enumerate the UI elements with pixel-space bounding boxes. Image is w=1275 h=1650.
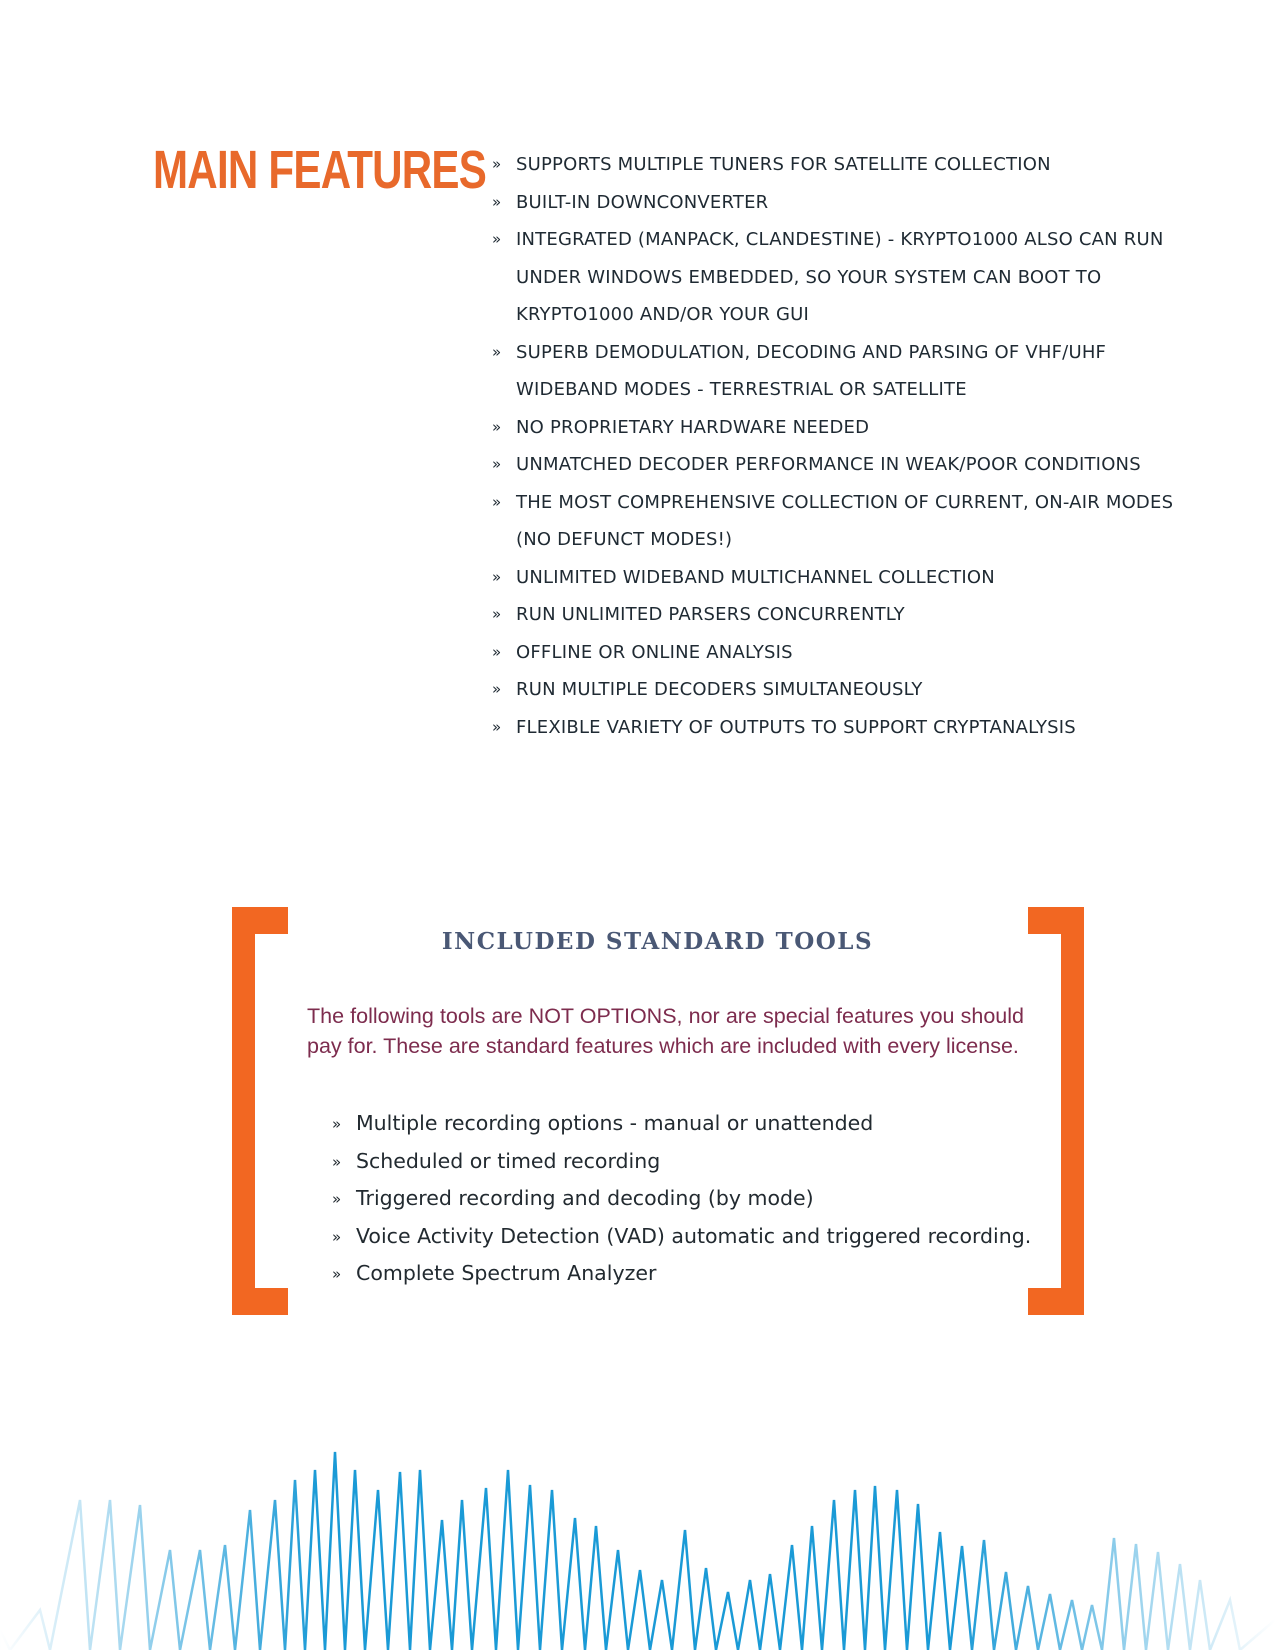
feature-text: NO PROPRIETARY HARDWARE NEEDED xyxy=(516,416,870,438)
bullet-icon: » xyxy=(492,492,502,511)
bullet-icon: » xyxy=(492,417,502,436)
bullet-icon: » xyxy=(492,717,502,736)
feature-item xyxy=(492,634,1212,672)
bullet-icon: » xyxy=(492,230,502,248)
feature-item xyxy=(492,446,1212,484)
bullet-icon: » xyxy=(492,567,502,586)
feature-item xyxy=(492,221,1212,334)
tool-item xyxy=(332,1255,1031,1293)
bullet-icon: » xyxy=(492,680,502,698)
tool-text: Complete Spectrum Analyzer xyxy=(356,1261,657,1285)
tool-item xyxy=(332,1143,1031,1181)
tool-text: Voice Activity Detection (VAD) automatic and triggered recording. xyxy=(356,1223,1032,1248)
tool-item xyxy=(332,1180,1031,1218)
bullet-icon: » xyxy=(492,342,502,361)
bullet-icon: » xyxy=(492,642,502,661)
bullet-icon: » xyxy=(332,1152,342,1171)
bullet-icon: » xyxy=(332,1227,342,1246)
main-features-title: MAIN FEATURES xyxy=(153,140,487,200)
feature-item xyxy=(492,559,1212,597)
tool-text: Triggered recording and decoding (by mode) xyxy=(356,1186,814,1210)
feature-item xyxy=(492,596,1212,634)
waveform-fade xyxy=(0,1420,1275,1650)
feature-text: SUPERB DEMODULATION, DECODING AND PARSING OF VHF/UHF WIDEBAND MODES - TERRESTRIAL OR SATELLITE xyxy=(516,341,1107,400)
bullet-icon: » xyxy=(492,455,502,473)
feature-text: RUN MULTIPLE DECODERS SIMULTANEOUSLY xyxy=(516,679,923,700)
main-features-list xyxy=(492,146,1212,746)
feature-item xyxy=(492,409,1212,447)
tool-item xyxy=(332,1218,1031,1256)
left-bracket-decoration xyxy=(232,907,288,1315)
feature-item xyxy=(492,484,1212,559)
bullet-icon: » xyxy=(332,1115,342,1133)
bullet-icon: » xyxy=(492,192,502,211)
feature-text: OFFLINE OR ONLINE ANALYSIS xyxy=(516,641,793,663)
right-bracket-decoration xyxy=(1028,907,1084,1315)
feature-text: SUPPORTS MULTIPLE TUNERS FOR SATELLITE COLLECTION xyxy=(516,154,1051,175)
standard-tools-heading: INCLUDED STANDARD TOOLS xyxy=(441,928,874,955)
feature-text: INTEGRATED (MANPACK, CLANDESTINE) - KRYPTO1000 ALSO CAN RUN UNDER WINDOWS EMBEDDED, SO YOUR SYSTEM CAN BOOT TO KRYPTO1000 AND/OR YOUR GUI xyxy=(516,229,1164,325)
tool-text: Multiple recording options - manual or unattended xyxy=(356,1111,874,1135)
bullet-icon: » xyxy=(492,605,502,623)
feature-item xyxy=(492,671,1212,709)
signal-waveform-decoration xyxy=(0,1420,1275,1650)
feature-text: UNLIMITED WIDEBAND MULTICHANNEL COLLECTION xyxy=(516,566,995,588)
feature-text: RUN UNLIMITED PARSERS CONCURRENTLY xyxy=(516,604,905,625)
bullet-icon: » xyxy=(332,1265,342,1283)
feature-item xyxy=(492,334,1212,409)
feature-text: FLEXIBLE VARIETY OF OUTPUTS TO SUPPORT CRYPTANALYSIS xyxy=(516,716,1076,738)
feature-item xyxy=(492,146,1212,184)
standard-tools-intro: The following tools are NOT OPTIONS, nor are special features you should pay for. These are standard features which are included with every license. xyxy=(307,1004,1024,1058)
feature-item xyxy=(492,709,1212,747)
feature-text: BUILT-IN DOWNCONVERTER xyxy=(516,191,769,213)
tool-text: Scheduled or timed recording xyxy=(356,1148,661,1173)
bullet-icon: » xyxy=(492,155,502,173)
tool-item xyxy=(332,1105,1031,1143)
feature-text: UNMATCHED DECODER PERFORMANCE IN WEAK/POOR CONDITIONS xyxy=(516,454,1141,475)
feature-item xyxy=(492,184,1212,222)
feature-text: THE MOST COMPREHENSIVE COLLECTION OF CURRENT, ON-AIR MODES (NO DEFUNCT MODES!) xyxy=(516,491,1174,550)
standard-tools-list xyxy=(332,1105,1031,1293)
bullet-icon: » xyxy=(332,1190,342,1208)
